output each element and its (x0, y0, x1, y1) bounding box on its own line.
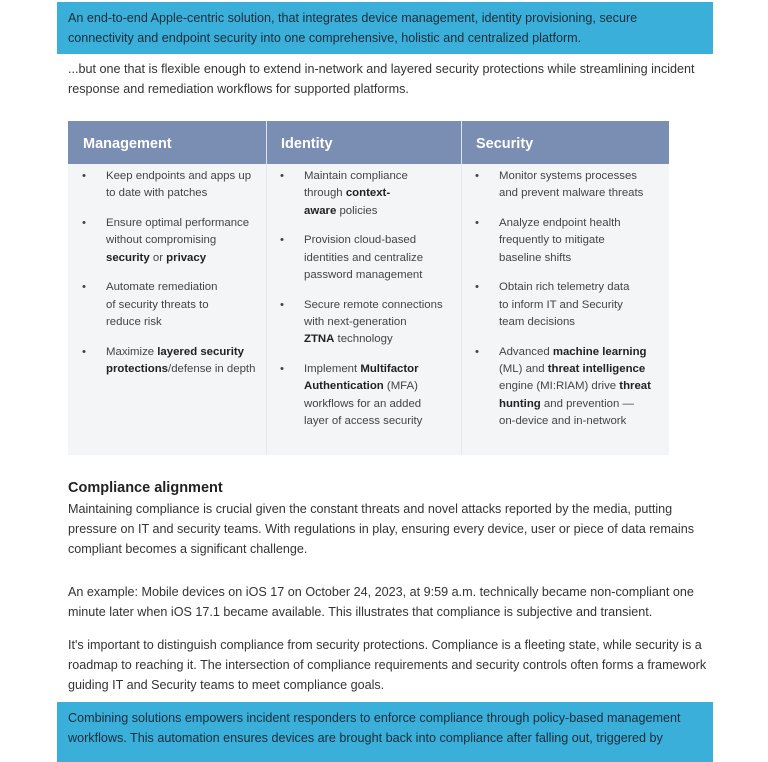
text: baseline shifts (499, 251, 572, 264)
text: and prevention — (540, 397, 634, 410)
compliance-callout: Combining solutions empowers incident responders to enforce compliance through policy-based management workflows. This automation ensures devices are brought back into compliance after falling out, triggered by (57, 702, 713, 762)
bold-text: context- (345, 187, 391, 200)
text: and prevent malware threats (499, 187, 644, 200)
text: through (304, 187, 346, 200)
bold-text: privacy (166, 251, 207, 264)
text: or (149, 251, 167, 264)
text: frequently to mitigate (499, 234, 605, 247)
text: Maintain compliance (304, 170, 408, 182)
text: identities and centralize (304, 251, 424, 264)
text: of security threats to (106, 298, 209, 311)
text: layer of access security (304, 415, 423, 428)
text: Implement (304, 363, 361, 376)
bullet-icon: • (280, 363, 284, 376)
list-item (68, 279, 255, 331)
intro-paragraph: ...but one that is flexible enough to extend in-network and layered security protections while streamlining incident response and remediation workflows for supported platforms. (68, 62, 695, 96)
bold-text: threat intelligence (547, 363, 646, 376)
compliance-paragraph-1: Maintaining compliance is crucial given the constant threats and novel attacks reported by the media, putting pressure on IT and security teams. With regulations in play, ensuring every device, user or piece of data remains compliant becomes a significant challenge. (68, 502, 695, 556)
list-item (266, 232, 443, 284)
column-divider (266, 164, 267, 455)
header-divider (461, 121, 462, 164)
bullet-icon: • (280, 298, 284, 311)
text: on-device and in-network (499, 415, 627, 428)
bold-text: hunting (499, 397, 541, 410)
bold-text: Multifactor (360, 363, 419, 376)
bullet-icon: • (475, 217, 479, 230)
bullet-icon: • (280, 170, 284, 182)
header-divider (266, 121, 267, 164)
list-item (461, 279, 651, 331)
text: technology (334, 333, 393, 346)
text: workflows for an added (304, 397, 422, 410)
text: Provision cloud-based (304, 234, 417, 247)
bullet-icon: • (280, 234, 284, 247)
text: Automate remediation (106, 281, 218, 294)
text: password management (304, 268, 423, 281)
bullet-list (68, 168, 255, 391)
column-divider (461, 164, 462, 455)
section-heading: Compliance alignment (68, 480, 223, 496)
bold-text: security (106, 251, 150, 264)
table-column-security (461, 164, 669, 455)
bullet-list (461, 168, 651, 443)
text: (MFA) (383, 380, 418, 393)
text: without compromising (106, 234, 217, 247)
bullet-icon: • (82, 281, 86, 294)
compliance-paragraph-3: It's important to distinguish compliance from security protections. Compliance is a fleeting state, while security is a roadmap to reaching it. The intersection of compliance requirements and security controls often forms a framework guiding IT and Security teams to meet compliance goals. (68, 638, 707, 692)
text: policies (336, 204, 378, 217)
bold-text: protections (106, 363, 169, 376)
table-header-security: Security (461, 121, 669, 164)
text: /defense in depth (168, 363, 256, 376)
text: to inform IT and Security (499, 298, 623, 311)
text: engine (MI:RIAM) drive (499, 380, 620, 393)
bullet-icon: • (82, 345, 86, 358)
intro-callout: An end-to-end Apple-centric solution, that integrates device management, identity provisioning, secure connectivity and endpoint security into one comprehensive, holistic and centralized platform. (57, 2, 713, 54)
bold-text: ZTNA (304, 333, 335, 346)
bold-text: machine learning (552, 345, 647, 358)
table-header-identity: Identity (266, 121, 461, 164)
text: to date with patches (106, 187, 208, 200)
compliance-paragraph-2: An example: Mobile devices on iOS 17 on October 24, 2023, at 9:59 a.m. technically became non-compliant one minute later when iOS 17.1 became available. This illustrates that compliance is subjective and transient. (68, 585, 694, 619)
list-item (461, 215, 651, 267)
bullet-icon: • (475, 345, 479, 358)
list-item (266, 297, 443, 349)
text: with next-generation (304, 316, 407, 329)
list-item (68, 344, 255, 379)
list-item (266, 168, 443, 220)
bullet-icon: • (475, 170, 479, 182)
list-item (68, 168, 255, 203)
text: Ensure optimal performance (106, 217, 250, 230)
text: reduce risk (106, 316, 162, 329)
list-item (461, 168, 651, 203)
bold-text: layered security (157, 345, 245, 358)
table-column-management (68, 164, 266, 455)
table-header-management: Management (68, 121, 266, 164)
bullet-icon: • (475, 281, 479, 294)
bullet-icon: • (82, 217, 86, 230)
bold-text: threat (619, 380, 651, 393)
text: Maximize (106, 345, 158, 358)
list-item (68, 215, 255, 267)
text: (ML) and (499, 363, 548, 376)
list-item (266, 361, 443, 430)
text: team decisions (499, 316, 575, 329)
table-column-identity (266, 164, 461, 455)
text: Advanced (499, 345, 553, 358)
capabilities-table (68, 121, 669, 455)
bold-text: Authentication (304, 380, 384, 393)
list-item (461, 344, 651, 430)
text: Secure remote connections (304, 298, 443, 311)
text: Obtain rich telemetry data (499, 281, 630, 294)
bullet-list (266, 168, 443, 443)
text: Keep endpoints and apps up (106, 170, 252, 182)
text: Analyze endpoint health (499, 217, 621, 230)
text: Monitor systems processes (499, 170, 637, 182)
bold-text: aware (304, 204, 337, 217)
bullet-icon: • (82, 170, 86, 182)
